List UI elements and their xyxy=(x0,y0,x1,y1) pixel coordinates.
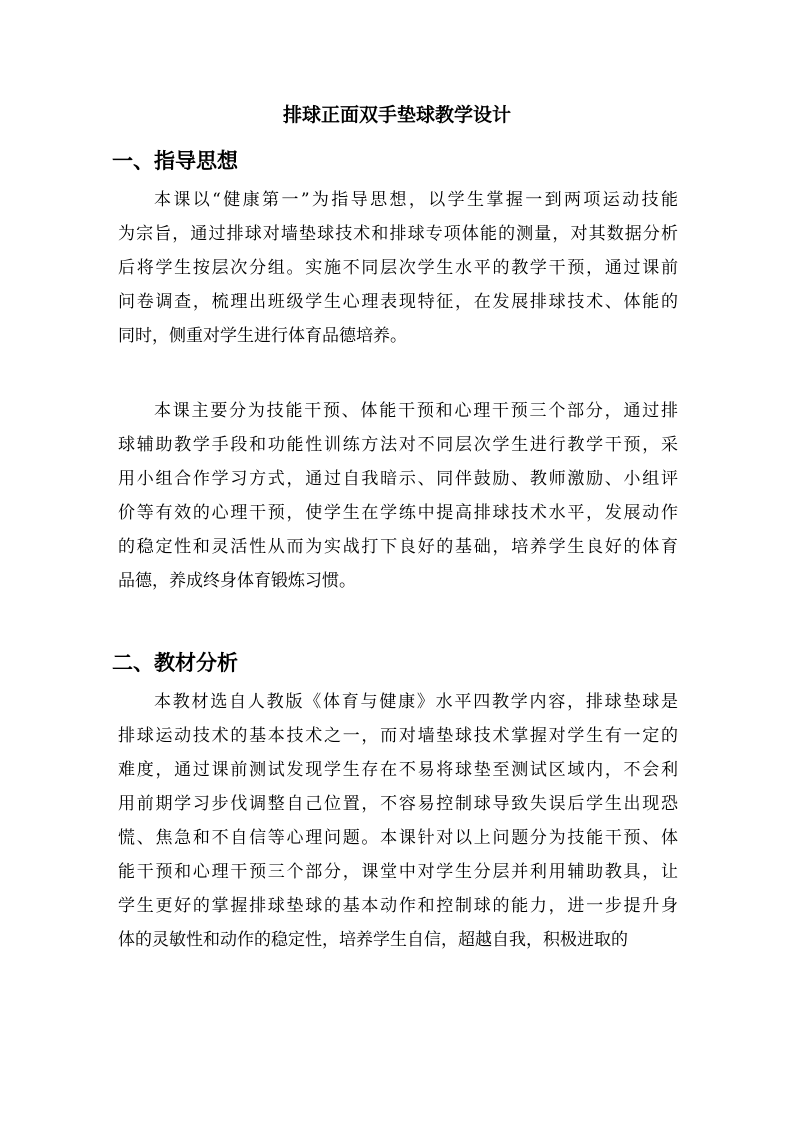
paragraph-line: 本课主要分为技能干预、体能干预和心理干预三个部分，通过排 xyxy=(154,401,678,421)
paragraph-line: 价等有效的心理干预，使学生在学练中提高排球技术水平，发展动作 xyxy=(118,503,678,523)
paragraph-guiding-ideology-2 xyxy=(118,394,678,598)
paragraph-line: 本教材选自人教版《体育与健康》水平四教学内容，排球垫球是 xyxy=(154,692,678,712)
paragraph-line: 排球运动技术的基本技术之一，而对墙垫球技术掌握对学生有一定的 xyxy=(118,726,678,746)
paragraph-material-analysis xyxy=(118,685,678,957)
paragraph-line: 慌、焦急和不自信等心理问题。本课针对以上问题分为技能干预、体 xyxy=(118,828,678,848)
paragraph-line: 用小组合作学习方式，通过自我暗示、同伴鼓励、教师激励、小组评 xyxy=(118,469,678,489)
paragraph-line: 学生更好的掌握排球垫球的基本动作和控制球的能力，进一步提升身 xyxy=(118,896,678,916)
paragraph-line: 问卷调查，梳理出班级学生心理表现特征，在发展排球技术、体能的 xyxy=(118,292,678,312)
paragraph-line: 品德，养成终身体育锻炼习惯。 xyxy=(118,571,356,591)
paragraph-line: 本课以“健康第一”为指导思想，以学生掌握一到两项运动技能 xyxy=(154,190,678,210)
paragraph-line: 球辅助教学手段和功能性训练方法对不同层次学生进行教学干预，采 xyxy=(118,435,678,455)
paragraph-line: 后将学生按层次分组。实施不同层次学生水平的教学干预，通过课前 xyxy=(118,258,678,278)
paragraph-line: 的稳定性和灵活性从而为实战打下良好的基础，培养学生良好的体育 xyxy=(118,537,678,557)
paragraph-guiding-ideology-1 xyxy=(118,183,678,353)
paragraph-line: 为宗旨，通过排球对墙垫球技术和排球专项体能的测量，对其数据分析 xyxy=(118,224,678,244)
paragraph-line: 难度，通过课前测试发现学生存在不易将球垫至测试区域内，不会利 xyxy=(118,760,678,780)
section-heading-material-analysis: 二、教材分析 xyxy=(112,650,238,675)
section-heading-guiding-ideology: 一、指导思想 xyxy=(112,148,238,173)
document-title: 排球正面双手垫球教学设计 xyxy=(282,104,511,126)
paragraph-line: 体的灵敏性和动作的稳定性，培养学生自信，超越自我，积极进取的 xyxy=(118,930,628,950)
paragraph-line: 用前期学习步伐调整自己位置，不容易控制球导致失误后学生出现恐 xyxy=(118,794,678,814)
paragraph-line: 能干预和心理干预三个部分，课堂中对学生分层并利用辅助教具，让 xyxy=(118,862,678,882)
paragraph-line: 同时，侧重对学生进行体育品德培养。 xyxy=(118,326,407,346)
